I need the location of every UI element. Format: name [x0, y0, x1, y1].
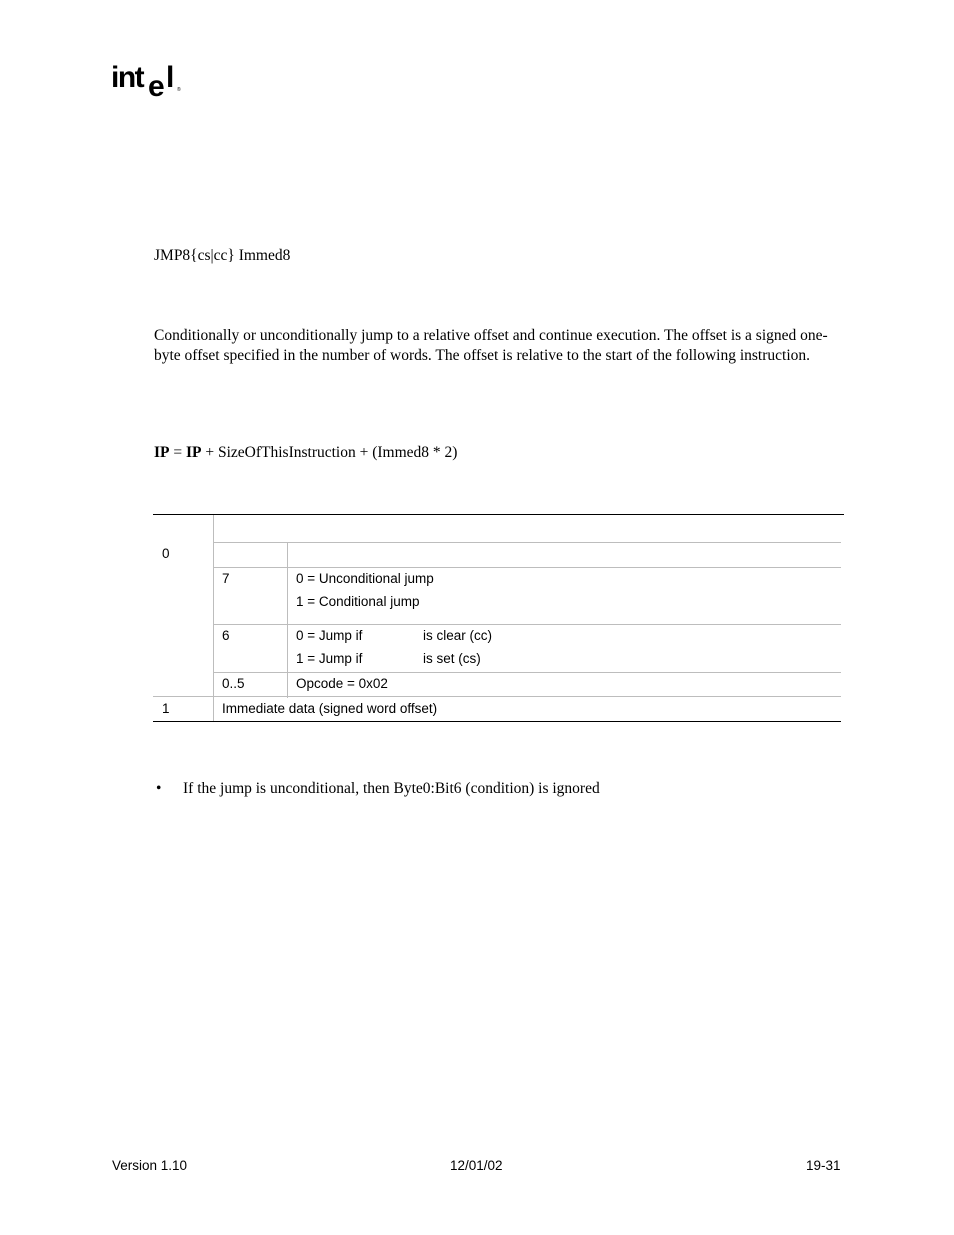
bits05-label: 0..5 [222, 676, 245, 691]
instruction-description: Conditionally or unconditionally jump to a relative offset and continue execution. The offset is a signed one-byte offset specified in the number of words. The offset is relative to the start of the following instruction. [154, 327, 828, 364]
bit7-label: 7 [222, 571, 230, 586]
bit6-desc-line1a: 0 = Jump if [296, 628, 363, 643]
intel-logo [111, 60, 183, 104]
bit7-desc-line2: 1 = Conditional jump [296, 594, 420, 609]
byte1-label: 1 [162, 701, 170, 716]
svg-text:l: l [166, 61, 175, 94]
table-row-line [153, 696, 841, 697]
table-row-line [213, 567, 841, 568]
bit6-desc-line1b: is clear (cc) [423, 628, 493, 643]
bit6-label: 6 [222, 628, 230, 643]
footer-version: Version 1.10 [112, 1158, 188, 1173]
bullet-icon: • [156, 780, 162, 797]
byte0-label: 0 [162, 546, 170, 561]
operation-rhs-ip: IP [186, 444, 202, 461]
behavior-text: If the jump is unconditional, then Byte0:Bit6 (condition) is ignored [183, 780, 600, 797]
operation-formula [154, 444, 457, 462]
footer-page-number: 19-31 [806, 1158, 841, 1173]
byte1-desc: Immediate data (signed word offset) [222, 701, 438, 716]
svg-text:int: int [111, 61, 144, 94]
table-bottom-rule [153, 721, 841, 722]
table-header-bottom [213, 542, 841, 543]
bit6-desc-line2b: is set (cs) [423, 651, 481, 666]
bit7-desc-line1: 0 = Unconditional jump [296, 571, 434, 586]
instruction-syntax: JMP8{cs|cc} Immed8 [154, 247, 291, 264]
table-bit-divider [287, 542, 288, 698]
bits05-desc: Opcode = 0x02 [296, 676, 388, 691]
operation-equals: = [169, 444, 186, 461]
operation-rest: + SizeOfThisInstruction + (Immed8 * 2) [201, 444, 458, 461]
table-row-line [213, 624, 841, 625]
footer-date: 12/01/02 [450, 1158, 503, 1173]
operation-lhs: IP [154, 444, 170, 461]
svg-text:e: e [148, 70, 165, 103]
svg-text:®: ® [177, 87, 181, 93]
table-top-rule [153, 514, 844, 515]
table-column-divider [213, 515, 214, 722]
table-row-line [213, 672, 841, 673]
bit6-desc-line2a: 1 = Jump if [296, 651, 363, 666]
